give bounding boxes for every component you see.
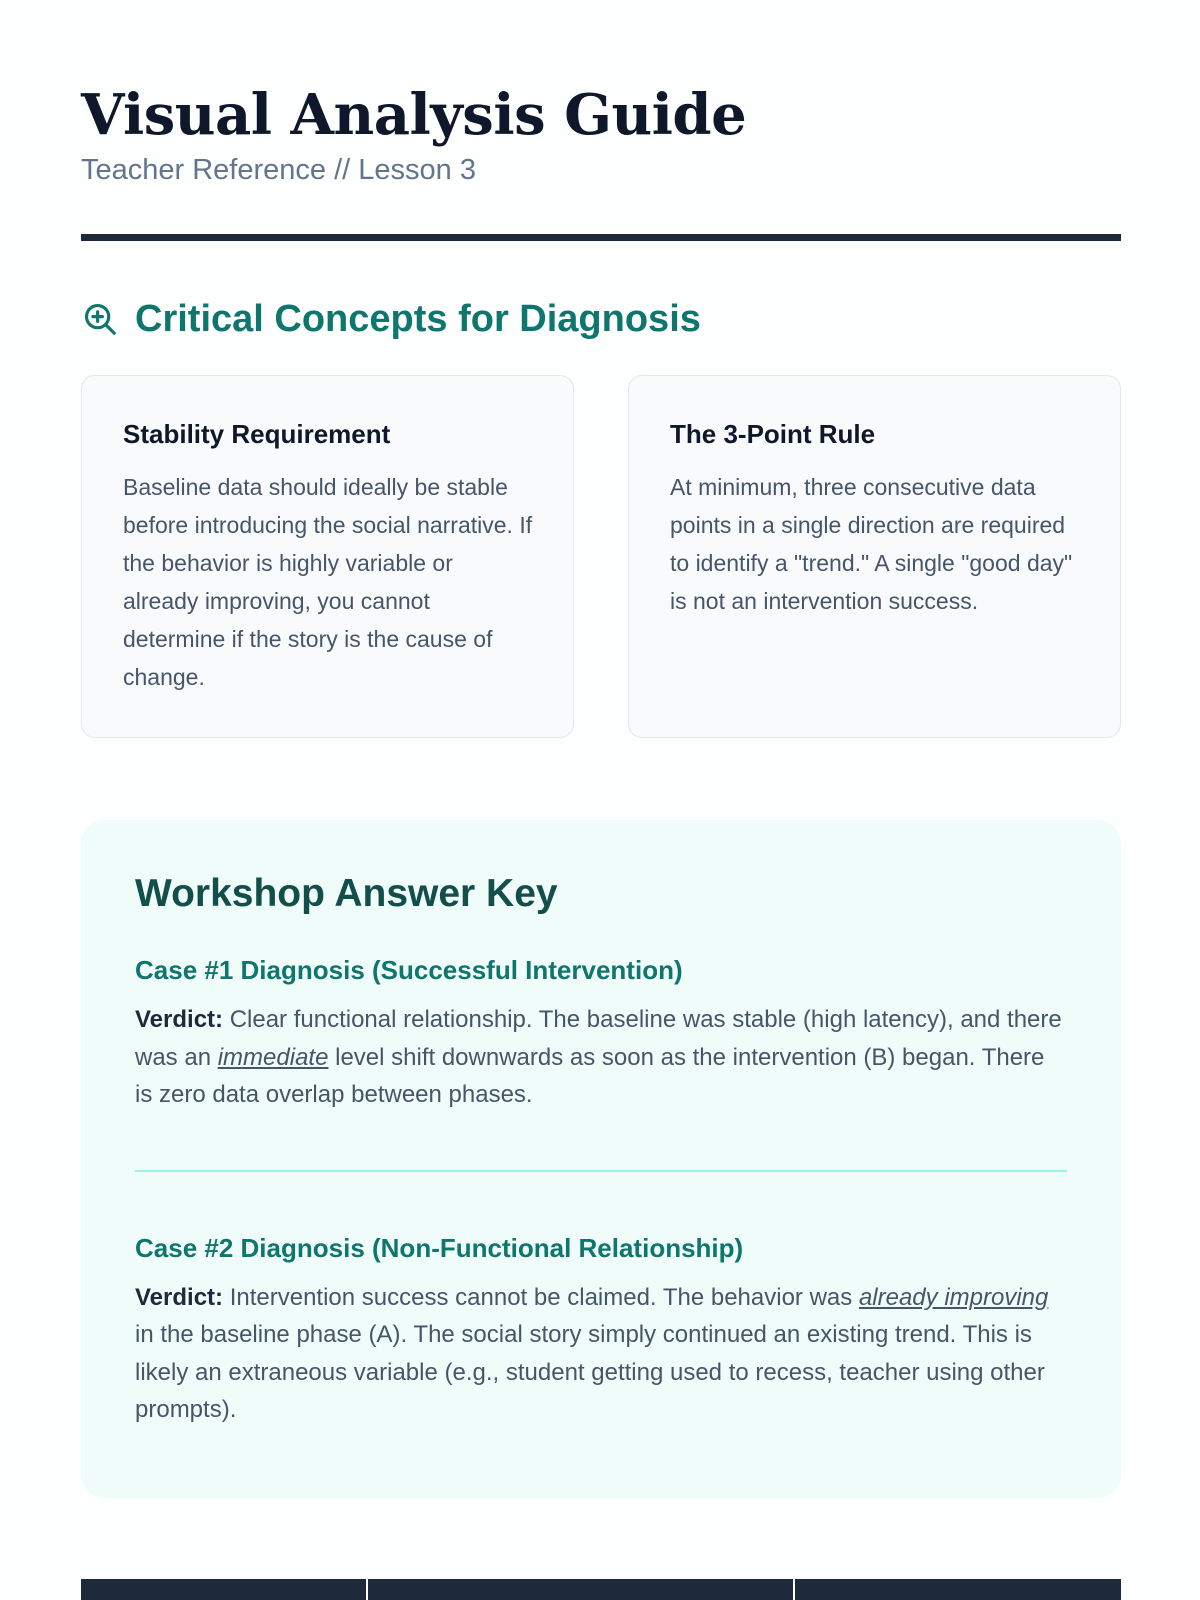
page-subtitle: Teacher Reference // Lesson 3 (81, 154, 476, 186)
title-divider (81, 234, 1121, 241)
case-title: Case #1 Diagnosis (Successful Intervention) (135, 955, 683, 985)
concept-card-body: At minimum, three consecutive data points in a single direction are required to identify a "trend." A single "good day" is not an intervention success. (670, 474, 1073, 614)
case-title: Case #2 Diagnosis (Non-Functional Relationship) (135, 1232, 744, 1263)
verdict-text: in the baseline phase (A). The social story simply continued an existing trend. This is likely an extraneous variable (e.g., student getting used to recess, teacher using other prompts). (135, 1321, 1045, 1423)
case-divider (135, 1170, 1067, 1172)
table-header-cell (81, 1579, 366, 1600)
case-2-block (135, 1231, 1067, 1429)
answer-key-title: Workshop Answer Key (135, 872, 558, 915)
verdict-text: Intervention success cannot be claimed. The behavior was (223, 1283, 859, 1311)
concepts-section-title: Critical Concepts for Diagnosis (135, 298, 701, 340)
concept-card-three-point-rule (628, 375, 1121, 738)
verdict-text: Clear functional relationship. The baseline was stable (high latency), and there was an (135, 1006, 1062, 1071)
page-title: Visual Analysis Guide (81, 82, 747, 148)
answer-key-panel (81, 820, 1121, 1498)
verdict-label: Verdict: (135, 1283, 224, 1311)
concept-card-title: Stability Requirement (123, 419, 391, 449)
table-header-cell (368, 1579, 793, 1600)
case-1-block (135, 953, 1067, 1114)
concept-card-body: Baseline data should ideally be stable before introducing the social narrative. If the behavior is highly variable or already improving, you cannot determine if the story is the cause of change. (123, 474, 533, 690)
case-verdict (135, 1279, 1067, 1429)
concept-card-title: The 3-Point Rule (670, 419, 876, 449)
verdict-label: Verdict: (135, 1006, 224, 1033)
verdict-emphasis: already improving (858, 1283, 1049, 1311)
zoom-in-icon (81, 300, 119, 338)
table-header-strip (81, 1579, 1121, 1600)
table-header-cell (795, 1579, 1121, 1600)
verdict-emphasis: immediate (217, 1043, 329, 1071)
concepts-section-header (81, 296, 701, 342)
verdict-text: level shift downwards as soon as the intervention (B) began. There is zero data overlap between phases. (135, 1043, 1045, 1108)
case-verdict (135, 1001, 1067, 1114)
concept-card-stability (81, 375, 574, 738)
